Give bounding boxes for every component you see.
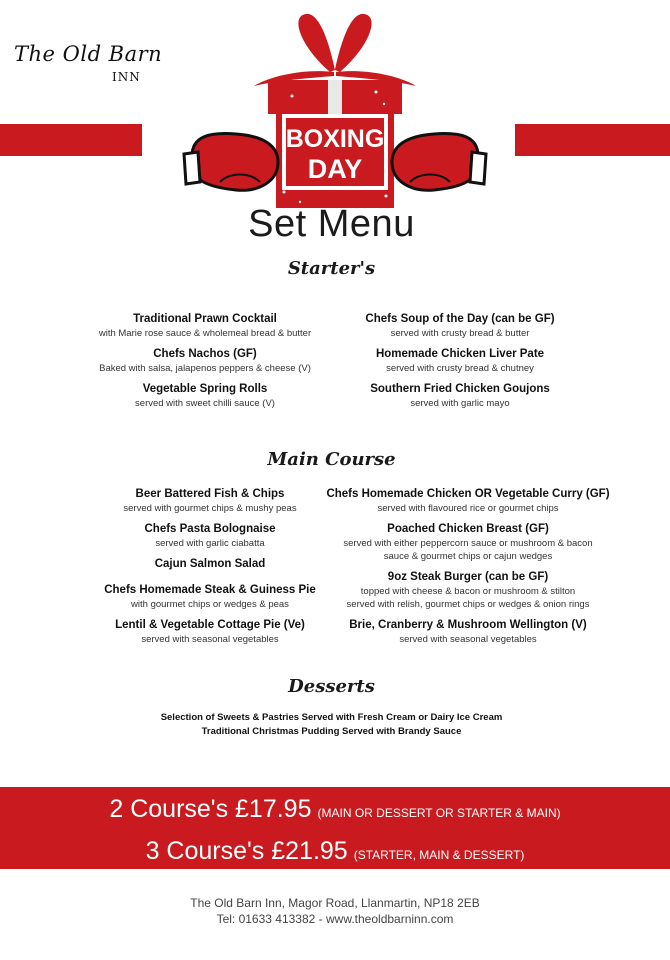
item-desc: topped with cheese & bacon or mushroom & stilton: [360, 586, 576, 597]
item-name: Chefs Homemade Chicken OR Vegetable Curry (GF): [326, 488, 610, 500]
item-desc: with Marie rose sauce & wholemeal bread & butter: [98, 328, 312, 339]
two-course-note: (MAIN OR DESSERT OR STARTER & MAIN): [317, 806, 561, 820]
menu-item: [80, 311, 330, 340]
boxing-day-illustration: [180, 6, 490, 211]
desserts-heading: Desserts: [288, 676, 375, 697]
item-desc: served with seasonal vegetables: [399, 634, 537, 645]
item-name: Brie, Cranberry & Mushroom Wellington (V): [349, 619, 587, 631]
item-desc: served with seasonal vegetables: [141, 634, 279, 645]
starters-heading: Starter's: [287, 258, 376, 279]
menu-item: [318, 521, 618, 563]
red-band-right: [515, 124, 670, 156]
item-name: Poached Chicken Breast (GF): [387, 523, 549, 535]
red-band-left: [0, 124, 142, 156]
menu-item: [318, 569, 618, 611]
item-name: Chefs Pasta Bolognaise: [144, 523, 276, 535]
menu-item: [340, 381, 580, 410]
item-desc: served with sweet chilli sauce (V): [135, 398, 275, 409]
badge-line-2: DAY: [307, 154, 363, 184]
two-course-price: [0, 795, 670, 824]
menu-item: [80, 346, 330, 375]
item-name: Beer Battered Fish & Chips: [135, 488, 285, 500]
dessert-item: Selection of Sweets & Pastries Served with Fresh Cream or Dairy Ice Cream: [160, 712, 503, 723]
three-course-price: [0, 837, 670, 866]
item-name: Southern Fried Chicken Goujons: [370, 383, 550, 395]
item-desc: with gourmet chips or wedges & peas: [131, 599, 289, 610]
footer: [0, 895, 670, 927]
item-name: Chefs Soup of the Day (can be GF): [365, 313, 555, 325]
footer-contact: Tel: 01633 413382 - www.theoldbarninn.com: [216, 912, 454, 926]
item-desc: served with garlic ciabatta: [155, 538, 265, 549]
desserts-list: [0, 711, 663, 739]
mains-heading: Main Course: [267, 449, 396, 470]
item-name: Traditional Prawn Cocktail: [133, 313, 277, 325]
item-desc: served with flavoured rice or gourmet chips: [377, 503, 559, 514]
item-name: Vegetable Spring Rolls: [142, 383, 268, 395]
footer-address: The Old Barn Inn, Magor Road, Llanmartin, NP18 2EB: [190, 896, 480, 910]
item-desc-line-2: served with relish, gourmet chips or wedges & onion rings: [346, 599, 590, 610]
logo-name: The Old Barn: [14, 42, 163, 66]
logo: [14, 40, 163, 96]
menu-item: [90, 582, 330, 611]
menu-item: [340, 346, 580, 375]
item-desc: served with either peppercorn sauce or mushroom & bacon: [343, 538, 593, 549]
menu-item: [90, 617, 330, 646]
page-title: Set Menu: [248, 203, 415, 245]
three-course-label: 3 Course's £21.95: [145, 837, 348, 865]
pricing-band: [0, 787, 670, 869]
menu-item: [340, 311, 580, 340]
logo-inn: INN: [112, 70, 141, 84]
three-course-note: (STARTER, MAIN & DESSERT): [353, 848, 525, 862]
item-desc: served with crusty bread & butter: [390, 328, 530, 339]
item-name: Chefs Homemade Steak & Guiness Pie: [104, 584, 316, 596]
menu-item: [90, 521, 330, 550]
menu-item: [318, 486, 618, 515]
starters-left-column: [80, 311, 330, 416]
menu-item: [80, 381, 330, 410]
item-name: 9oz Steak Burger (can be GF): [387, 571, 549, 583]
menu-item: [318, 617, 618, 646]
badge-line-1: BOXING: [285, 125, 385, 153]
item-name: Cajun Salmon Salad: [154, 558, 266, 570]
mains-right-column: [318, 486, 618, 652]
item-desc: served with garlic mayo: [410, 398, 510, 409]
item-desc: served with gourmet chips & mushy peas: [123, 503, 297, 514]
starters-right-column: [340, 311, 580, 416]
dessert-item: Traditional Christmas Pudding Served with Brandy Sauce: [201, 726, 462, 737]
item-desc: served with crusty bread & chutney: [386, 363, 534, 374]
item-desc-line-2: sauce & gourmet chips or cajun wedges: [383, 551, 553, 562]
item-name: Homemade Chicken Liver Pate: [375, 348, 545, 360]
mains-left-column: [90, 486, 330, 652]
item-desc: Baked with salsa, jalapenos peppers & cheese (V): [99, 363, 311, 374]
menu-item: [90, 486, 330, 515]
item-name: Chefs Nachos (GF): [153, 348, 257, 360]
menu-item: [90, 556, 330, 572]
gift-box-gloves-icon: [180, 6, 490, 211]
item-name: Lentil & Vegetable Cottage Pie (Ve): [115, 619, 305, 631]
two-course-label: 2 Course's £17.95: [109, 795, 312, 823]
